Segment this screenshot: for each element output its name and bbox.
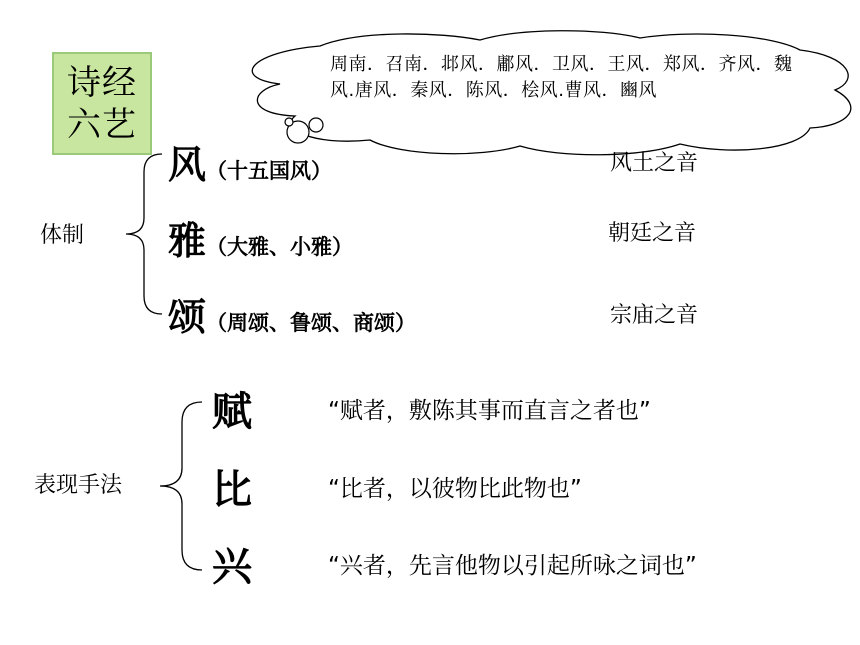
feng-char: 风 — [168, 143, 207, 187]
feng-row — [168, 134, 332, 189]
title-line-1: 诗经 — [67, 62, 137, 103]
xing-char: 兴 — [212, 544, 252, 590]
xing-quote: “兴者，先言他物以引起所咏之词也” — [328, 553, 697, 579]
ya-char: 雅 — [168, 219, 207, 263]
song-row — [168, 286, 416, 341]
title-line-2: 六艺 — [67, 104, 137, 145]
ya-detail: （大雅、小雅） — [206, 235, 354, 259]
biaoxian-label: 表现手法 — [34, 473, 123, 498]
ya-row — [168, 210, 353, 265]
biaoxian-brace — [152, 398, 208, 578]
ya-meaning: 朝廷之音 — [608, 221, 697, 246]
cloud-text: 周南．召南．邶风．鄘风．卫风．王风．郑风．齐风．魏风.唐风．秦风．陈风．桧风.曹风．豳风 — [330, 54, 793, 101]
bi-char: 比 — [212, 467, 252, 513]
feng-detail: （十五国风） — [206, 159, 333, 183]
song-detail: （周颂、鲁颂、商颂） — [206, 311, 417, 335]
song-char: 颂 — [168, 295, 207, 339]
tizhi-label: 体制 — [40, 223, 85, 248]
feng-meaning: 风土之音 — [610, 151, 699, 176]
song-meaning: 宗庙之音 — [610, 303, 699, 328]
tizhi-brace — [118, 150, 168, 320]
fu-quote: “赋者，敷陈其事而直言之者也” — [328, 398, 651, 424]
title-box — [52, 52, 152, 155]
fu-char: 赋 — [212, 389, 252, 435]
bi-quote: “比者，以彼物比此物也” — [328, 476, 582, 502]
